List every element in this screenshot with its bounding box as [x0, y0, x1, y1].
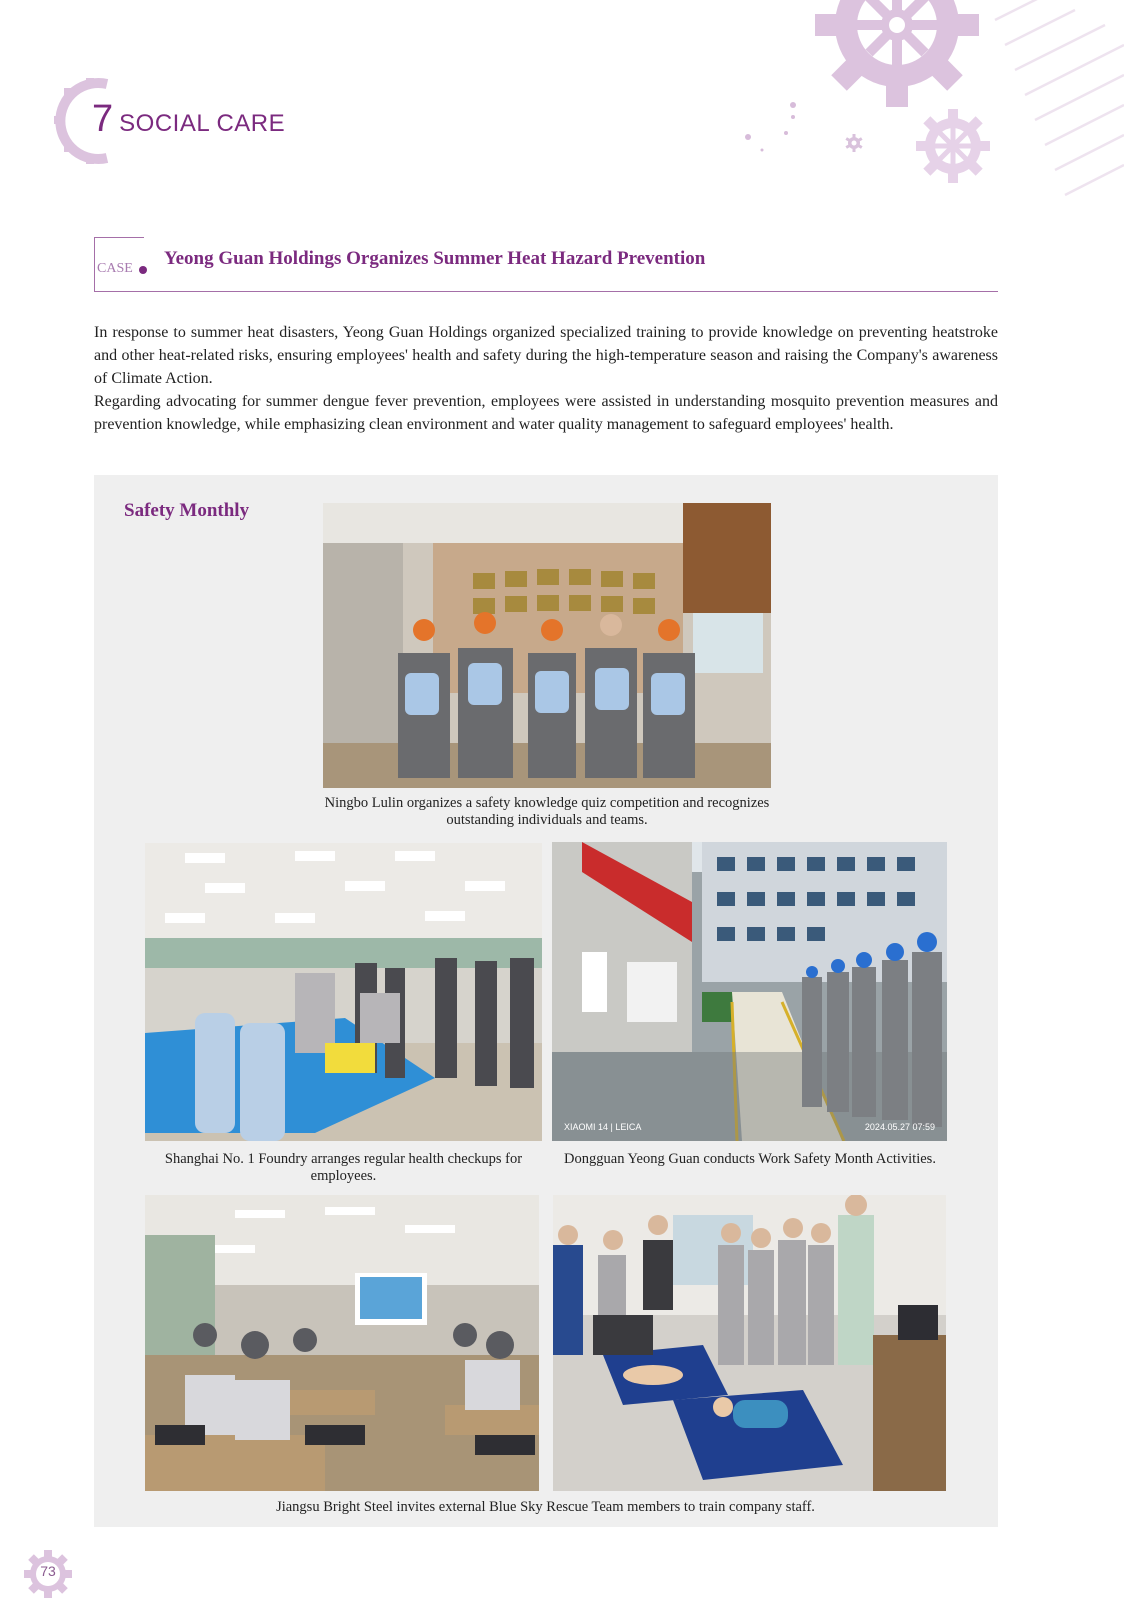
stripes-decoration: [985, 0, 1124, 200]
panel-heading: Safety Monthly: [124, 500, 250, 521]
caption-ningbo: Ningbo Lulin organizes a safety knowledge quiz competition and recognizes outstanding individuals and teams.: [324, 795, 770, 828]
page-number-badge: [23, 1549, 73, 1599]
case-label: CASE: [97, 261, 133, 276]
caption-shanghai: Shanghai No. 1 Foundry arranges regular health checkups for employees.: [164, 1151, 523, 1184]
photo-timestamp: 2024.05.27 07:59: [864, 1122, 935, 1132]
case-body: [94, 321, 998, 436]
case-divider: [94, 291, 998, 292]
photo-dongguan-activities: [552, 842, 947, 1141]
page-number: 73: [40, 1563, 56, 1579]
photo-shanghai-checkup: [145, 843, 542, 1141]
dots-decoration: [740, 95, 800, 155]
gear-decoration-icon: [845, 134, 863, 152]
photo-ningbo-quiz: [323, 503, 771, 788]
chapter-number: 7: [92, 98, 114, 140]
caption-dongguan: Dongguan Yeong Guan conducts Work Safety Month Activities.: [564, 1151, 936, 1167]
photo-jiangsu-cpr: [553, 1195, 946, 1491]
chapter-heading: [92, 98, 285, 141]
paragraph: In response to summer heat disasters, Yeong Guan Holdings organized specialized training to provide knowledge on preventing heatstroke and other heat-related risks, ensuring employees' health and safety during the high-temperature season and raising the Company's awareness of Climate Action.: [94, 324, 998, 387]
gear-decoration-icon: [812, 0, 982, 110]
gear-decoration-icon: [915, 108, 991, 184]
paragraph: Regarding advocating for summer dengue fever prevention, employees were assisted in understanding mosquito prevention measures and prevention knowledge, while emphasizing clean environment and water quality management to safeguard employees' health.: [94, 393, 998, 433]
caption-jiangsu: Jiangsu Bright Steel invites external Blue Sky Rescue Team members to train company staff.: [276, 1499, 815, 1515]
chapter-title: SOCIAL CARE: [119, 110, 286, 137]
case-dot: [139, 266, 147, 274]
photo-jiangsu-classroom: [145, 1195, 539, 1491]
camera-watermark: XIAOMI 14 | LEICA: [564, 1122, 642, 1132]
case-title: Yeong Guan Holdings Organizes Summer Heat Hazard Prevention: [164, 248, 706, 269]
